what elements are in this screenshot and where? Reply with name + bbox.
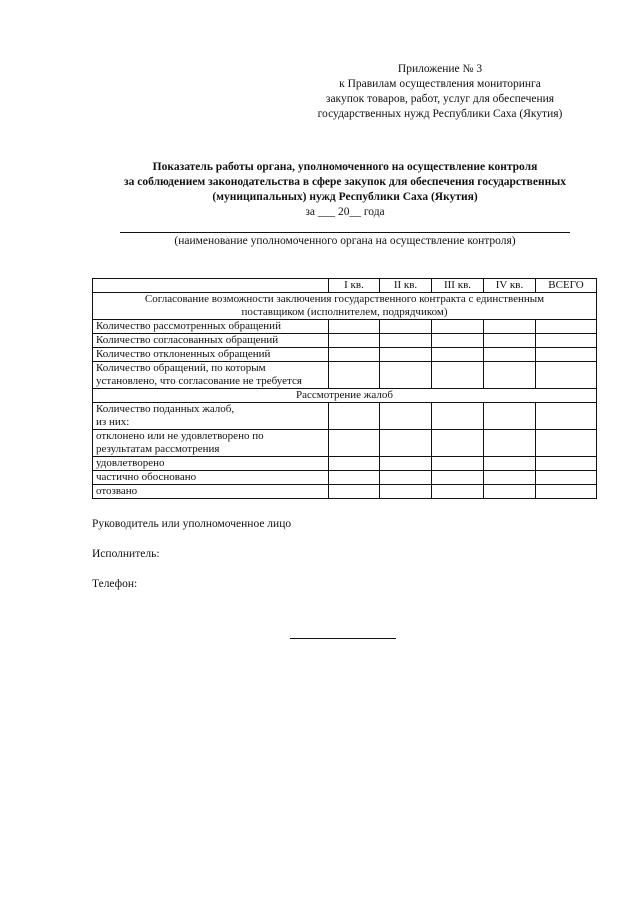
table-row bbox=[93, 457, 597, 471]
table-row bbox=[93, 320, 597, 334]
org-name-caption: (наименование уполномоченного органа на осуществление контроля) bbox=[174, 235, 516, 247]
title-line-1: Показатель работы органа, уполномоченного на осуществление контроля bbox=[152, 161, 538, 173]
document-title bbox=[90, 160, 600, 205]
table-cell bbox=[432, 362, 484, 389]
row-label: Количество поданных жалоб, из них: bbox=[93, 403, 329, 430]
table-cell bbox=[484, 403, 536, 430]
table-cell bbox=[432, 485, 484, 499]
table-cell bbox=[329, 362, 380, 389]
table-header-row bbox=[93, 279, 597, 293]
table-cell bbox=[536, 471, 597, 485]
table-cell bbox=[484, 485, 536, 499]
row-label: отозвано bbox=[93, 485, 329, 499]
column-header-total: ВСЕГО bbox=[536, 279, 597, 293]
table-cell bbox=[380, 471, 432, 485]
table-cell bbox=[484, 471, 536, 485]
table-cell bbox=[432, 471, 484, 485]
table-cell bbox=[484, 320, 536, 334]
table-row bbox=[93, 348, 597, 362]
table-cell bbox=[329, 320, 380, 334]
table-cell bbox=[329, 334, 380, 348]
row-label: Количество обращений, по которым установлено, что согласование не требуется bbox=[93, 362, 329, 389]
row-label: Количество рассмотренных обращений bbox=[93, 320, 329, 334]
table-cell bbox=[536, 403, 597, 430]
report-period: за ___ 20__ года bbox=[305, 206, 385, 218]
table-cell bbox=[329, 403, 380, 430]
table-cell bbox=[484, 348, 536, 362]
table-cell bbox=[432, 320, 484, 334]
table-cell bbox=[380, 430, 432, 457]
table-cell bbox=[536, 430, 597, 457]
table-cell bbox=[432, 334, 484, 348]
table-cell bbox=[432, 348, 484, 362]
header-cell-empty bbox=[93, 279, 329, 293]
table-cell bbox=[432, 403, 484, 430]
table-cell bbox=[536, 362, 597, 389]
signer-label: Руководитель или уполномоченное лицо bbox=[92, 518, 292, 530]
column-header-q2: II кв. bbox=[380, 279, 432, 293]
table-cell bbox=[536, 320, 597, 334]
row-label: частично обосновано bbox=[93, 471, 329, 485]
appendix-line-rules: к Правилам осуществления мониторинга bbox=[339, 78, 541, 90]
section-row bbox=[93, 389, 597, 403]
column-header-q1: I кв. bbox=[329, 279, 380, 293]
table-cell bbox=[536, 334, 597, 348]
table-cell bbox=[380, 320, 432, 334]
table-cell bbox=[329, 485, 380, 499]
end-line bbox=[290, 638, 396, 639]
column-header-q4: IV кв. bbox=[484, 279, 536, 293]
report-table bbox=[92, 278, 597, 499]
section-row bbox=[93, 293, 597, 320]
table-cell bbox=[536, 457, 597, 471]
table-cell bbox=[484, 457, 536, 471]
table-cell bbox=[380, 457, 432, 471]
appendix-line-procurement: закупок товаров, работ, услуг для обеспечения bbox=[325, 93, 555, 105]
table-cell bbox=[329, 471, 380, 485]
table-cell bbox=[380, 334, 432, 348]
table-cell bbox=[380, 485, 432, 499]
table-cell bbox=[484, 362, 536, 389]
column-header-q3: III кв. bbox=[432, 279, 484, 293]
table-cell bbox=[432, 430, 484, 457]
table-row bbox=[93, 430, 597, 457]
org-name-line bbox=[120, 232, 570, 233]
table-row bbox=[93, 485, 597, 499]
title-line-2: за соблюдением законодательства в сфере закупок для обеспечения государственных bbox=[124, 176, 566, 188]
section-title-complaints: Рассмотрение жалоб bbox=[93, 389, 597, 403]
table-cell bbox=[380, 403, 432, 430]
row-label: удовлетворено bbox=[93, 457, 329, 471]
row-label: Количество отклоненных обращений bbox=[93, 348, 329, 362]
appendix-line-republic: государственных нужд Республики Саха (Якутия) bbox=[317, 108, 563, 120]
table-cell bbox=[380, 348, 432, 362]
table-row bbox=[93, 334, 597, 348]
appendix-number: Приложение № 3 bbox=[397, 63, 483, 75]
appendix-header bbox=[290, 62, 590, 122]
title-line-3: (муниципальных) нужд Республики Саха (Якутия) bbox=[212, 191, 478, 203]
table-cell bbox=[329, 430, 380, 457]
table-cell bbox=[329, 457, 380, 471]
table-row bbox=[93, 403, 597, 430]
table-row bbox=[93, 362, 597, 389]
row-label: Количество согласованных обращений bbox=[93, 334, 329, 348]
table-cell bbox=[484, 334, 536, 348]
table-cell bbox=[536, 485, 597, 499]
table-cell bbox=[536, 348, 597, 362]
table-row bbox=[93, 471, 597, 485]
table-cell bbox=[432, 457, 484, 471]
table-cell bbox=[484, 430, 536, 457]
row-label: отклонено или не удовлетворено по результатам рассмотрения bbox=[93, 430, 329, 457]
phone-label: Телефон: bbox=[92, 578, 138, 590]
table-cell bbox=[329, 348, 380, 362]
section-title-single-supplier: Согласование возможности заключения государственного контракта с единственным поставщиком (исполнителем, подрядчиком) bbox=[93, 293, 597, 320]
table-cell bbox=[380, 362, 432, 389]
executor-label: Исполнитель: bbox=[92, 548, 160, 560]
